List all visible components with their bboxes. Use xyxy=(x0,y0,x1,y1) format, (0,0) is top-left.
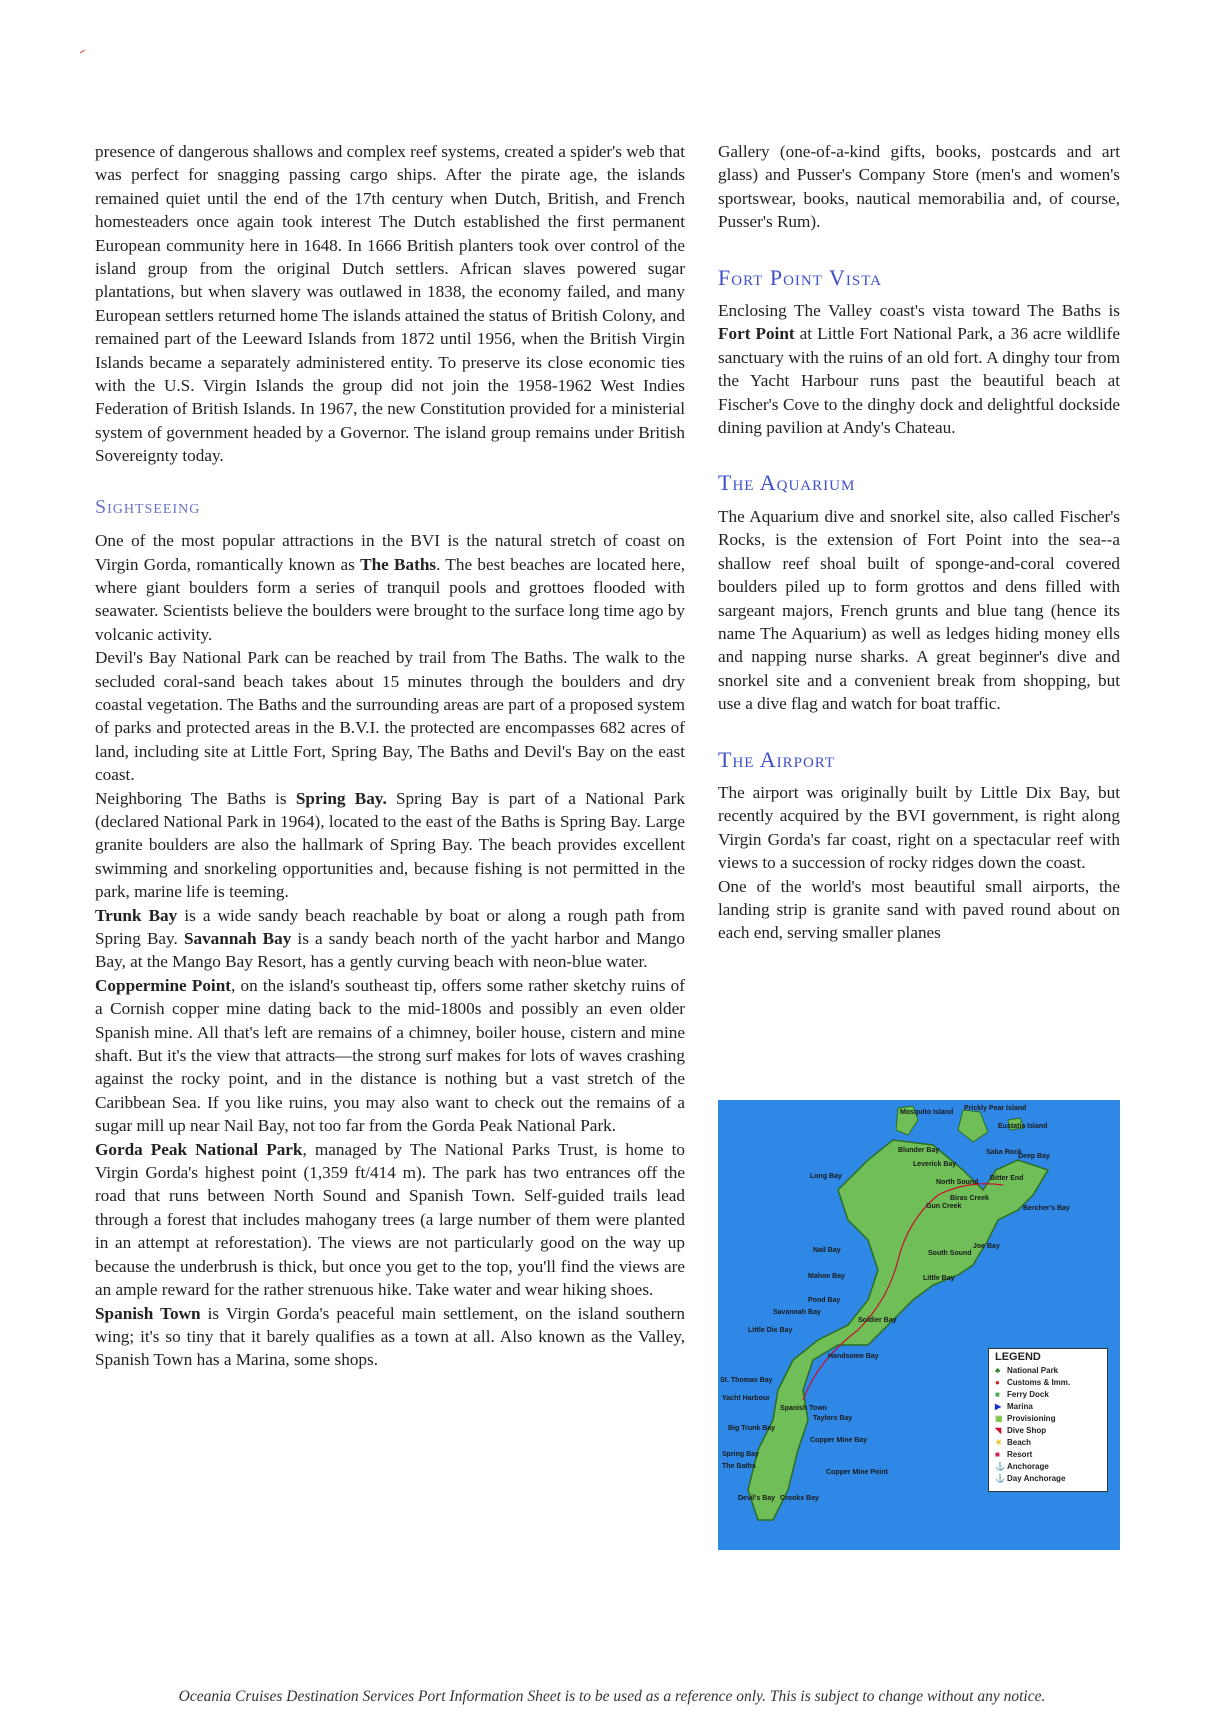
label-taylors: Taylors Bay xyxy=(813,1415,853,1422)
legend-label: Resort xyxy=(1007,1450,1033,1459)
label-soldier: Soldier Bay xyxy=(858,1317,897,1324)
legend-item xyxy=(995,1389,1101,1401)
right-column xyxy=(718,140,1120,945)
legend-item xyxy=(995,1413,1101,1425)
pussers-paragraph: Gallery (one-of-a-kind gifts, books, postcards and art glass) and Pusser's Company Store (men's and women's sportswear, books, nautical memorabilia and, of course, Pusser's Rum). xyxy=(718,142,1120,232)
baths-paragraph: One of the most popular attractions in the BVI is the natural stretch of coast on Virgin Gorda, romantically known as The Baths. The best beaches are located here, where giant boulders form a series of tranquil pools and grottoes flooded with seawater. Scientists believe the boulders were brought to the surface long time ago by volcanic activity. xyxy=(95,531,686,644)
legend-label: Provisioning xyxy=(1007,1414,1056,1423)
map-legend xyxy=(988,1348,1108,1492)
label-pond: Pond Bay xyxy=(808,1297,841,1304)
legend-symbol-icon: ⚓ xyxy=(995,1462,1005,1471)
legend-item xyxy=(995,1365,1101,1377)
airport-heading: The Airport xyxy=(718,746,836,772)
gorda-peak-paragraph: Gorda Peak National Park, managed by The National Parks Trust, is home to Virgin Gorda's highest point (1,359 ft/414 m). The park has two entrances off the road that runs between North Sound and Spanish Town. Self-guided trails lead through a forest that includes mahogany trees (a large number of them were planted in an attempt at reforestation). The views are not particularly good on the way up because the underbrush is thick, but once you get to the top, you'll find the views are an ample reward for the rather strenuous hike. Take water and wear hiking shoes. xyxy=(95,1139,685,1300)
legend-symbol-icon: ⚓ xyxy=(995,1474,1005,1483)
airport-paragraph-2: One of the world's most beautiful small airports, the landing strip is granite sand with paved round about on each end, serving smaller planes xyxy=(718,876,1120,943)
label-st-thomas: St. Thomas Bay xyxy=(720,1377,773,1384)
label-longbay: Long Bay xyxy=(810,1173,842,1180)
label-little-dix: Little Dix Bay xyxy=(748,1327,793,1334)
label-north-sound: North Sound xyxy=(936,1179,979,1186)
label-saba: Saba Rock xyxy=(986,1149,1022,1156)
spanish-town-paragraph: Spanish Town is Virgin Gorda's peaceful main settlement, on the island southern wing; it's so tiny that it barely qualifies as a town at all. Also known as the Valley, Spanish Town has a Marina, some shops. xyxy=(95,1303,685,1370)
label-berchers: Bercher's Bay xyxy=(1023,1205,1070,1212)
label-trunk: Big Trunk Bay xyxy=(728,1425,776,1432)
sightseeing-heading: Sightseeing xyxy=(95,495,201,518)
label-prickly: Prickly Pear Island xyxy=(964,1105,1027,1112)
legend-label: Dive Shop xyxy=(1007,1426,1047,1435)
history-paragraph: presence of dangerous shallows and complex reef systems, created a spider's web that was perfect for snagging passing cargo ships. After the pirate age, the islands remained quiet until the end of the 17th century when Dutch, British, and French homesteaders once again took interest The Dutch established the first permanent European community here in 1648. In 1666 British planters took over control of the island group from the original Dutch settlers. African slaves powered sugar plantations, but when slavery was outlawed in 1838, the economy failed, and many European settlers returned home The islands attained the status of British Colony, and remained part of the Leeward Islands from 1872 until 1956, when the British Virgin Islands became a separately administered entity. To preserve its close economic ties with the U.S. Virgin Islands the group did not join the 1958-1962 West Indies Federation of British Islands. In 1967, the new Constitution provided for a ministerial system of government headed by a Governor. The island group remains under British Sovereignty today. xyxy=(95,142,685,466)
legend-label: Customs & Imm. xyxy=(1007,1378,1071,1387)
label-spanish: Spanish Town xyxy=(780,1405,827,1412)
legend-item xyxy=(995,1473,1101,1485)
legend-label: National Park xyxy=(1007,1366,1059,1375)
scan-artifact-mark xyxy=(80,50,86,54)
aquarium-heading: The Aquarium xyxy=(718,470,856,496)
legend-items xyxy=(989,1365,1107,1485)
legend-symbol-icon: ☀ xyxy=(995,1438,1003,1447)
label-crooks: Crooks Bay xyxy=(780,1495,819,1502)
legend-symbol-icon: ● xyxy=(995,1378,1000,1387)
legend-item xyxy=(995,1461,1101,1473)
label-mahoe: Mahoe Bay xyxy=(808,1273,845,1280)
fort-point-heading: Fort Point Vista xyxy=(718,264,883,290)
legend-label: Beach xyxy=(1007,1438,1032,1447)
label-biras: Biras Creek xyxy=(950,1195,989,1202)
label-yacht: Yacht Harbour xyxy=(722,1395,770,1402)
label-mosquito: Mosquito Island xyxy=(900,1109,954,1116)
label-south-sound: South Sound xyxy=(928,1250,972,1257)
legend-item xyxy=(995,1437,1101,1449)
trunk-bay-paragraph: Trunk Bay is a wide sandy beach reachable by boat or along a rough path from Spring Bay. Savannah Bay is a sandy beach north of the yacht harbor and Mango Bay, at the Mango Bay Resort, has a gently curving beach with neon-blue water. xyxy=(95,905,685,972)
label-savannah: Savannah Bay xyxy=(773,1309,821,1316)
airport-paragraph-1: The airport was originally built by Little Dix Bay, but recently acquired by the BVI government, is right along Virgin Gorda's far coast, right on a spectacular reef with views to a succession of rocky ridges down the coast. xyxy=(718,782,1120,873)
legend-label: Anchorage xyxy=(1007,1462,1049,1471)
legend-label: Ferry Dock xyxy=(1007,1390,1049,1399)
label-eustatia: Eustatia Island xyxy=(998,1123,1048,1130)
left-column xyxy=(95,140,685,1372)
spring-bay-paragraph: Neighboring The Baths is Spring Bay. Spring Bay is part of a National Park (declared National Park in 1964), located to the east of the Baths is Spring Bay. Large granite boulders are also the hallmark of Spring Bay. The beach provides excellent swimming and snorkeling opportunities and, because fishing is not permitted in the park, marine life is teeming. xyxy=(95,788,685,902)
label-copper-bay: Copper Mine Bay xyxy=(810,1437,868,1444)
legend-label: Day Anchorage xyxy=(1007,1474,1066,1483)
devils-bay-paragraph: Devil's Bay National Park can be reached by trail from The Baths. The walk to the secluded coral-sand beach takes about 15 minutes through the boulders and dry coastal vegetation. The Baths and the surrounding areas are part of a proposed system of parks and protected areas in the B.V.I. the protected are encompasses 682 acres of land, including site at Little Fort, Spring Bay, The Baths and Devil's Bay on the east coast. xyxy=(95,648,685,785)
label-handsome: Handsome Bay xyxy=(828,1353,879,1360)
coppermine-paragraph: Coppermine Point, on the island's southeast tip, offers some rather sketchy ruins of a Cornish copper mine dating back to the mid-1800s and possibly an even older Spanish mine. All that's left are remains of a chimney, boiler house, cistern and mine shaft. But it's the view that attracts—the strong surf makes for lots of waves crashing against the rocky point, and in the distance is nothing but a vast stretch of the Caribbean Sea. If you like ruins, you may also want to check out the remains of a sugar mill up near Nail Bay, not too far from the Gorda Peak National Park. xyxy=(95,975,685,1136)
label-nail: Nail Bay xyxy=(813,1247,841,1254)
label-little-bay: Little Bay xyxy=(923,1275,955,1282)
label-devils: Devil's Bay xyxy=(738,1495,776,1502)
legend-symbol-icon: ■ xyxy=(995,1450,1000,1459)
legend-symbol-icon: ♣ xyxy=(995,1366,1001,1375)
label-blunder: Blunder Bay xyxy=(898,1147,940,1154)
virgin-gorda-map xyxy=(718,1100,1120,1550)
footer-disclaimer: Oceania Cruises Destination Services Port Information Sheet is to be used as a reference only. This is subject to change without any notice. xyxy=(178,1688,1046,1705)
legend-item xyxy=(995,1377,1101,1389)
legend-title: LEGEND xyxy=(995,1351,1041,1363)
the-baths-bold: The Baths xyxy=(360,554,437,574)
label-deep: Deep Bay xyxy=(1018,1153,1050,1160)
label-copper-point: Copper Mine Point xyxy=(826,1469,888,1476)
legend-symbol-icon: ■ xyxy=(995,1390,1000,1399)
legend-item xyxy=(995,1401,1101,1413)
aquarium-paragraph: The Aquarium dive and snorkel site, also called Fischer's Rocks, is the extension of Fort Point into the sea--a shallow reef shoal built of sponge-and-coral covered boulders piled up to form grottos and dens filled with sargeant majors, French grunts and blue tang (hence its name The Aquarium) as well as ledges hiding money ells and napping nurse sharks. A great beginner's dive and snorkel site and a convenient break from shopping, but use a dive flag and watch for boat traffic. xyxy=(718,506,1120,714)
legend-symbol-icon: ◥ xyxy=(995,1426,1002,1435)
legend-item xyxy=(995,1425,1101,1437)
legend-symbol-icon: ▶ xyxy=(995,1402,1002,1411)
label-gun: Gun Creek xyxy=(926,1203,962,1210)
legend-label: Marina xyxy=(1007,1402,1033,1411)
fort-point-paragraph: Enclosing The Valley coast's vista toward The Baths is Fort Point at Little Fort National Park, a 36 acre wildlife sanctuary with the ruins of an old fort. A dinghy tour from the Yacht Harbour runs past the beautiful beach at Fischer's Cove to the dinghy dock and delightful dockside dining pavilion at Andy's Chateau. xyxy=(718,301,1120,438)
label-bitter: Bitter End xyxy=(990,1175,1024,1182)
label-spring: Spring Bay xyxy=(722,1451,759,1458)
label-joe: Joe Bay xyxy=(973,1243,1000,1250)
legend-item xyxy=(995,1449,1101,1461)
label-baths: The Baths xyxy=(722,1463,756,1470)
label-leverick: Leverick Bay xyxy=(913,1161,957,1168)
legend-symbol-icon: ▣ xyxy=(995,1414,1003,1423)
